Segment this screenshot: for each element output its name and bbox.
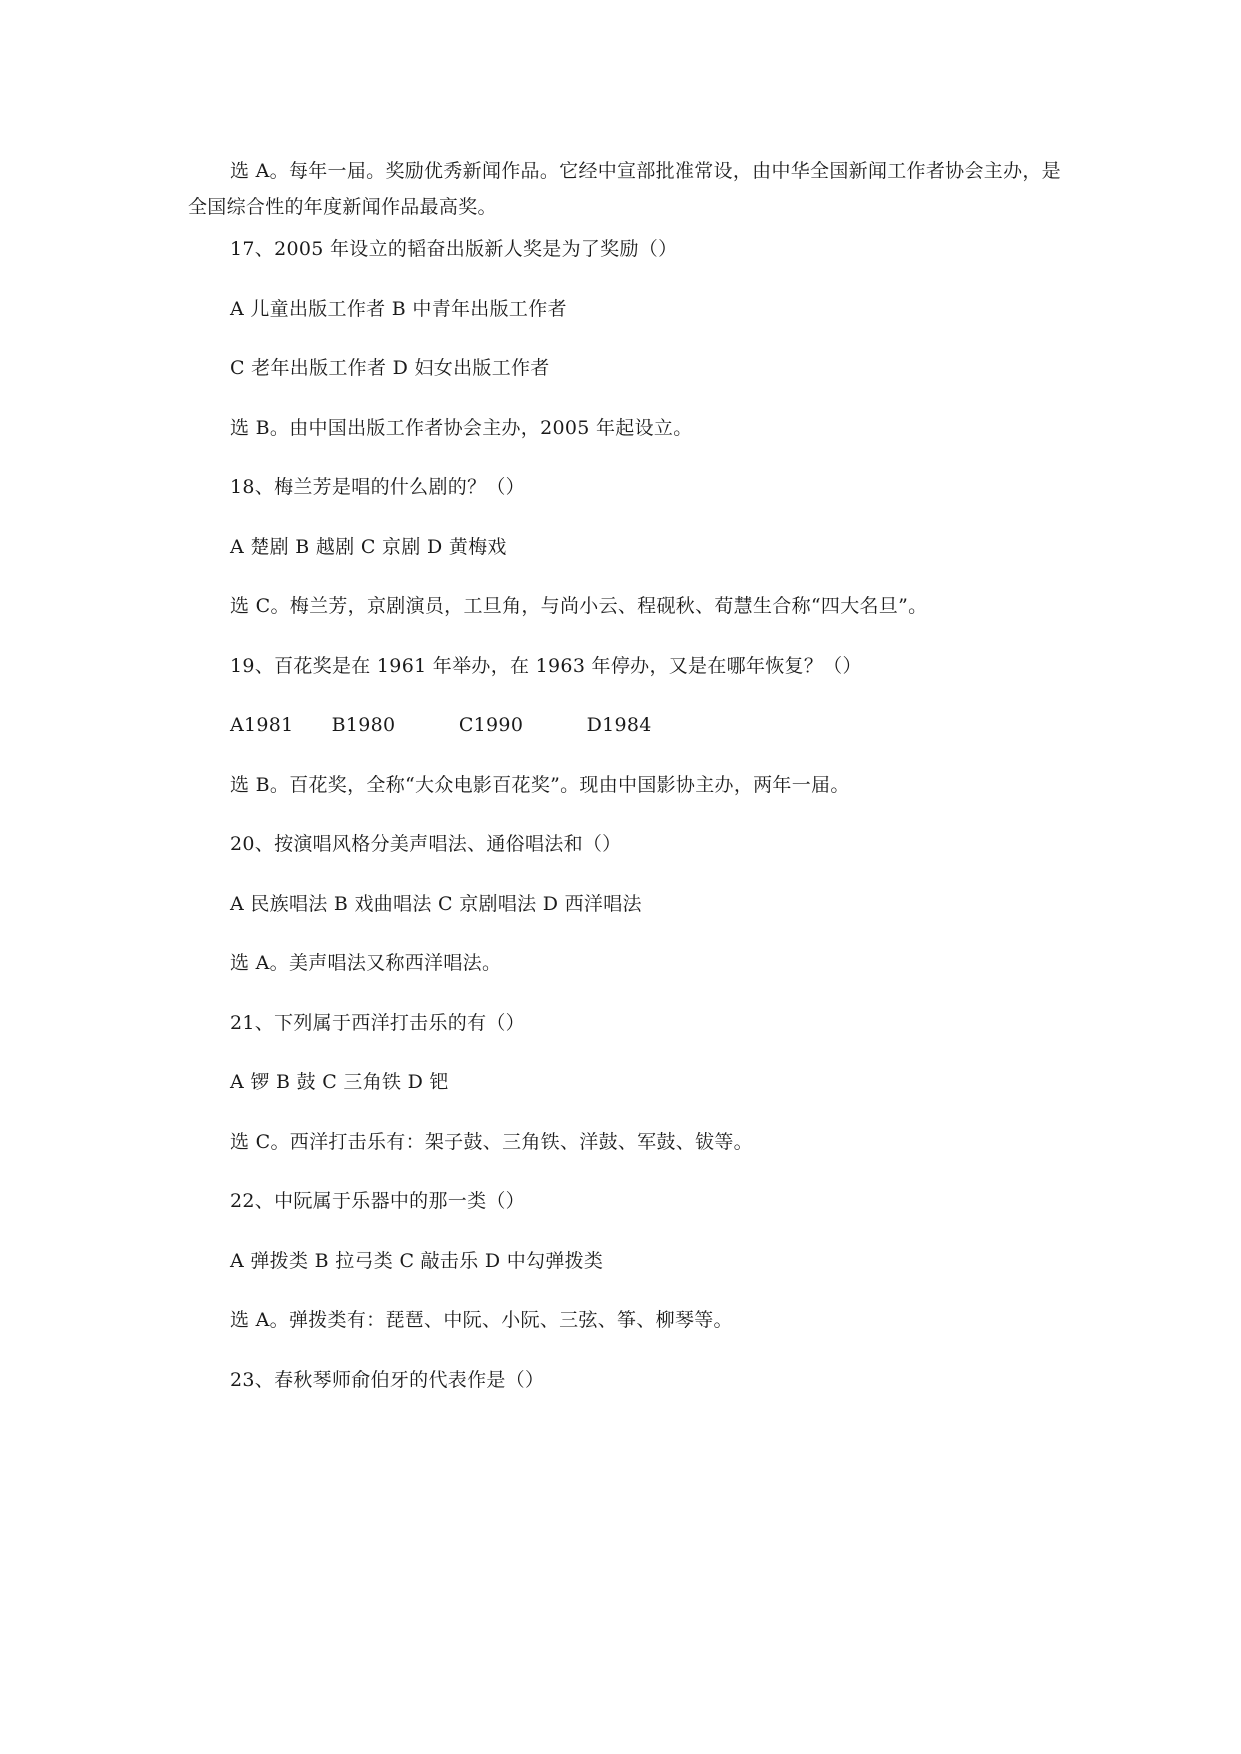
answer-21: 选 C。西洋打击乐有：架子鼓、三角铁、洋鼓、军鼓、钹等。 bbox=[230, 1131, 753, 1153]
options-20: A 民族唱法 B 戏曲唱法 C 京剧唱法 D 西洋唱法 bbox=[230, 893, 642, 915]
intro-paragraph: 选 A。每年一届。奖励优秀新闻作品。它经中宣部批准常设，由中华全国新闻工作者协会主办，是全国综合性的年度新闻作品最高奖。 bbox=[188, 160, 1061, 218]
question-18: 18、梅兰芳是唱的什么剧的？（） bbox=[230, 476, 525, 498]
question-21: 21、下列属于西洋打击乐的有（） bbox=[230, 1012, 525, 1034]
answer-18: 选 C。梅兰芳，京剧演员，工旦角，与尚小云、程砚秋、荀慧生合称“四大名旦”。 bbox=[230, 595, 928, 617]
question-19: 19、百花奖是在 1961 年举办，在 1963 年停办，又是在哪年恢复？（） bbox=[230, 655, 862, 677]
options-19: A1981 B1980 C1990 D1984 bbox=[230, 714, 652, 736]
options-17-ab: A 儿童出版工作者 B 中青年出版工作者 bbox=[230, 298, 567, 320]
options-17-cd: C 老年出版工作者 D 妇女出版工作者 bbox=[230, 357, 550, 379]
question-23: 23、春秋琴师俞伯牙的代表作是（） bbox=[230, 1369, 545, 1391]
question-17: 17、2005 年设立的韬奋出版新人奖是为了奖励（） bbox=[230, 238, 678, 260]
answer-20: 选 A。美声唱法又称西洋唱法。 bbox=[230, 952, 502, 974]
question-20: 20、按演唱风格分美声唱法、通俗唱法和（） bbox=[230, 833, 622, 855]
answer-22: 选 A。弹拨类有：琵琶、中阮、小阮、三弦、筝、柳琴等。 bbox=[230, 1309, 733, 1331]
options-21: A 锣 B 鼓 C 三角铁 D 钯 bbox=[230, 1071, 449, 1093]
answer-17: 选 B。由中国出版工作者协会主办，2005 年起设立。 bbox=[230, 417, 693, 439]
options-18: A 楚剧 B 越剧 C 京剧 D 黄梅戏 bbox=[230, 536, 507, 558]
options-22: A 弹拨类 B 拉弓类 C 敲击乐 D 中勾弹拨类 bbox=[230, 1250, 604, 1272]
question-22: 22、中阮属于乐器中的那一类（） bbox=[230, 1190, 525, 1212]
answer-19: 选 B。百花奖，全称“大众电影百花奖”。现由中国影协主办，两年一届。 bbox=[230, 774, 850, 796]
